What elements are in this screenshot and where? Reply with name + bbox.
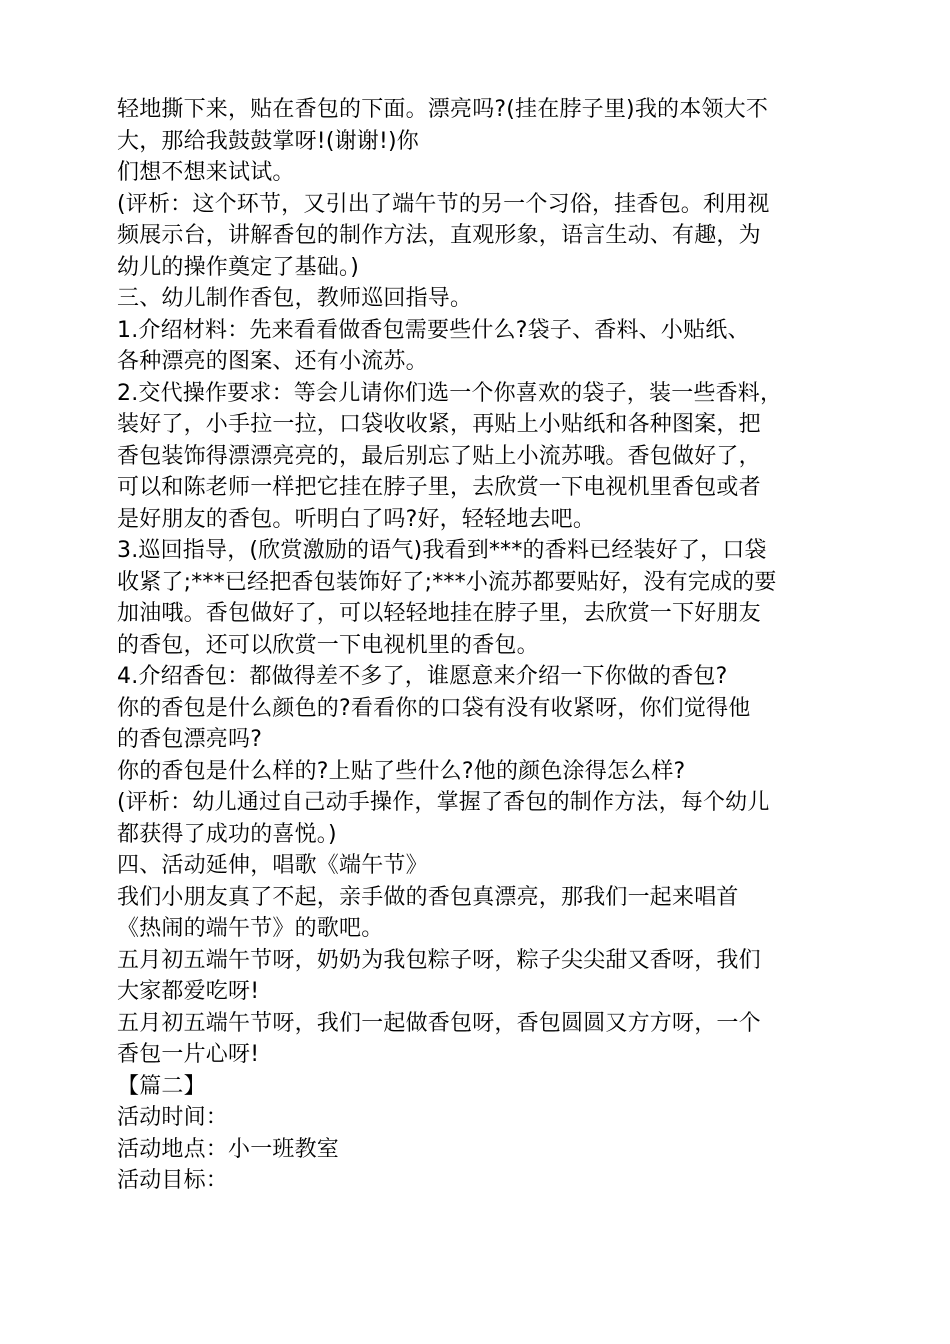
text-line: 3.巡回指导，(欣赏激励的语气)我看到***的香料已经装好了，口袋 — [117, 538, 767, 563]
text-line: 轻地撕下来，贴在香包的下面。漂亮吗?(挂在脖子里)我的本领大不 — [117, 97, 769, 122]
section-heading: 三、幼儿制作香包，教师巡回指导。 — [117, 286, 473, 311]
text-line: 频展示台，讲解香包的制作方法，直观形象，语言生动、有趣，为 — [117, 223, 761, 248]
text-line: 1.介绍材料：先来看看做香包需要些什么?袋子、香料、小贴纸、 — [117, 317, 750, 343]
text-line: 各种漂亮的图案、还有小流苏。 — [117, 349, 428, 374]
text-line: 五月初五端午节呀，我们一起做香包呀，香包圆圆又方方呀，一个 — [117, 1010, 761, 1036]
text-line: 可以和陈老师一样把它挂在脖子里，去欣赏一下电视机里香包或者 — [117, 475, 761, 500]
text-line: 4.介绍香包：都做得差不多了，谁愿意来介绍一下你做的香包? — [117, 664, 728, 689]
section-heading: 四、活动延伸，唱歌《端午节》 — [117, 853, 428, 878]
text-line: 五月初五端午节呀，奶奶为我包粽子呀，粽子尖尖甜又香呀，我们 — [117, 947, 761, 973]
text-line: 活动目标： — [117, 1168, 229, 1193]
text-line: 们想不想来试试。 — [117, 160, 295, 185]
text-line: 你的香包是什么样的?上贴了些什么?他的颜色涂得怎么样? — [117, 758, 686, 784]
text-line: 大家都爱吃呀! — [117, 979, 260, 1004]
text-line: 的香包，还可以欣赏一下电视机里的香包。 — [117, 632, 539, 658]
document-body — [117, 94, 837, 1197]
text-line: 幼儿的操作奠定了基础。) — [117, 254, 359, 280]
text-line: (评析：这个环节，又引出了端午节的另一个习俗，挂香包。利用视 — [117, 191, 770, 217]
text-line: 你的香包是什么颜色的?看看你的口袋有没有收紧呀，你们觉得他 — [117, 695, 751, 721]
text-line: 加油哦。香包做好了，可以轻轻地挂在脖子里，去欣赏一下好朋友 — [117, 601, 761, 626]
text-line: (评析：幼儿通过自己动手操作，掌握了香包的制作方法，每个幼儿 — [117, 790, 770, 815]
text-line: 我们小朋友真了不起，亲手做的香包真漂亮，那我们一起来唱首 — [117, 884, 739, 910]
text-line: 都获得了成功的喜悦。) — [117, 821, 337, 847]
text-line: 的香包漂亮吗? — [117, 727, 263, 752]
section-heading: 【篇二】 — [117, 1073, 206, 1099]
text-line: 《热闹的端午节》的歌吧。 — [117, 916, 384, 941]
text-line: 收紧了;***已经把香包装饰好了;***小流苏都要贴好，没有完成的要 — [117, 569, 777, 595]
text-line: 2.交代操作要求：等会儿请你们选一个你喜欢的袋子，装一些香料， — [117, 380, 783, 406]
text-line: 香包装饰得漂漂亮亮的，最后别忘了贴上小流苏哦。香包做好了， — [117, 443, 761, 469]
text-line: 是好朋友的香包。听明白了吗?好，轻轻地去吧。 — [117, 506, 596, 532]
text-line: 活动时间： — [117, 1105, 229, 1130]
text-line: 活动地点：小一班教室 — [117, 1136, 340, 1162]
text-line: 装好了，小手拉一拉，口袋收收紧，再贴上小贴纸和各种图案，把 — [117, 412, 761, 437]
text-line: 大，那给我鼓鼓掌呀!(谢谢!)你 — [117, 128, 420, 154]
text-line: 香包一片心呀! — [117, 1042, 260, 1067]
